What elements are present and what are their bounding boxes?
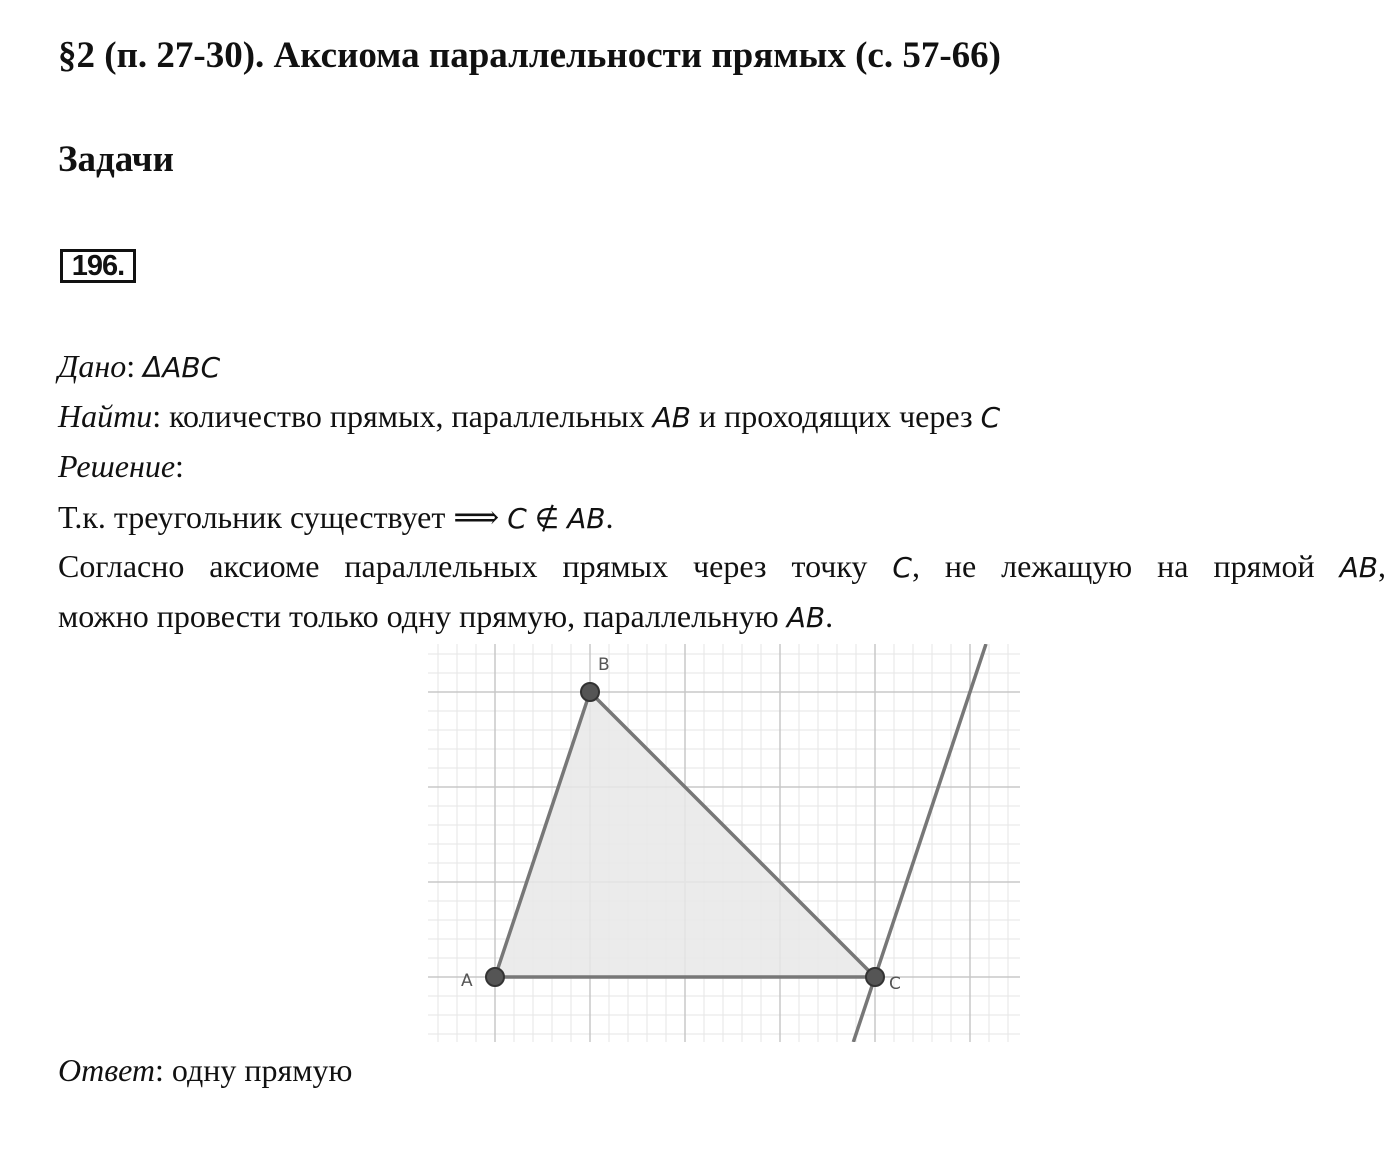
solution-line2-c: C	[892, 551, 912, 584]
solution-line-1: Т.к. треугольник существует ⟹ C ∉ AB.	[58, 499, 614, 535]
word: аксиоме	[209, 548, 320, 584]
geometry-figure	[428, 644, 1020, 1042]
solution-label-line: Решение:	[58, 448, 184, 484]
answer-value: одну прямую	[171, 1052, 353, 1088]
word: прямой	[1213, 548, 1315, 584]
point-label-b: B	[598, 655, 610, 675]
word: через	[693, 548, 767, 584]
solution-line-2	[58, 548, 1386, 585]
solution-label: Решение	[58, 448, 176, 484]
point-c	[866, 968, 884, 986]
answer-label: Ответ	[58, 1052, 155, 1088]
point-label-c: C	[889, 974, 901, 994]
word: лежащую	[1001, 548, 1133, 584]
given-line: Дано: ΔABC	[58, 348, 221, 384]
solution-line-3: можно провести только одну прямую, параллельную AB.	[58, 598, 834, 634]
word: Согласно	[58, 548, 185, 584]
given-value: ΔABC	[143, 351, 221, 384]
not-in-symbol: ∉	[534, 502, 560, 535]
word: прямых	[562, 548, 669, 584]
word: параллельных	[344, 548, 538, 584]
word: точку	[791, 548, 868, 584]
word-c: C,	[892, 548, 920, 584]
given-label: Дано	[58, 348, 127, 384]
solution-line1-ab: AB	[567, 502, 606, 535]
find-line: Найти: количество прямых, параллельных AB и проходящих через C	[58, 398, 1001, 434]
find-label: Найти	[58, 398, 153, 434]
task-number-badge: 196.	[60, 249, 136, 283]
find-c: C	[980, 401, 1001, 434]
find-text-2: и проходящих через	[698, 398, 973, 434]
solution-line3-ab: AB	[786, 601, 826, 634]
word: на	[1157, 548, 1189, 584]
solution-line3-text: можно провести только одну прямую, параллельную	[58, 598, 779, 634]
solution-line1-c: C	[507, 502, 527, 535]
answer-line: Ответ: одну прямую	[58, 1052, 353, 1088]
word-ab: AB,	[1339, 548, 1386, 584]
solution-line1-text: Т.к. треугольник существует ⟹	[58, 499, 500, 535]
find-ab: AB	[652, 401, 691, 434]
find-text-1: количество прямых, параллельных	[169, 398, 645, 434]
point-a	[486, 968, 504, 986]
word: не	[944, 548, 977, 584]
shapes	[486, 644, 986, 1042]
page-subtitle: Задачи	[58, 139, 174, 180]
point-b	[581, 683, 599, 701]
section-title: §2 (п. 27-30). Аксиома параллельности прямых (с. 57-66)	[58, 35, 1001, 76]
solution-line2-ab: AB	[1339, 551, 1378, 584]
point-label-a: A	[461, 971, 473, 991]
